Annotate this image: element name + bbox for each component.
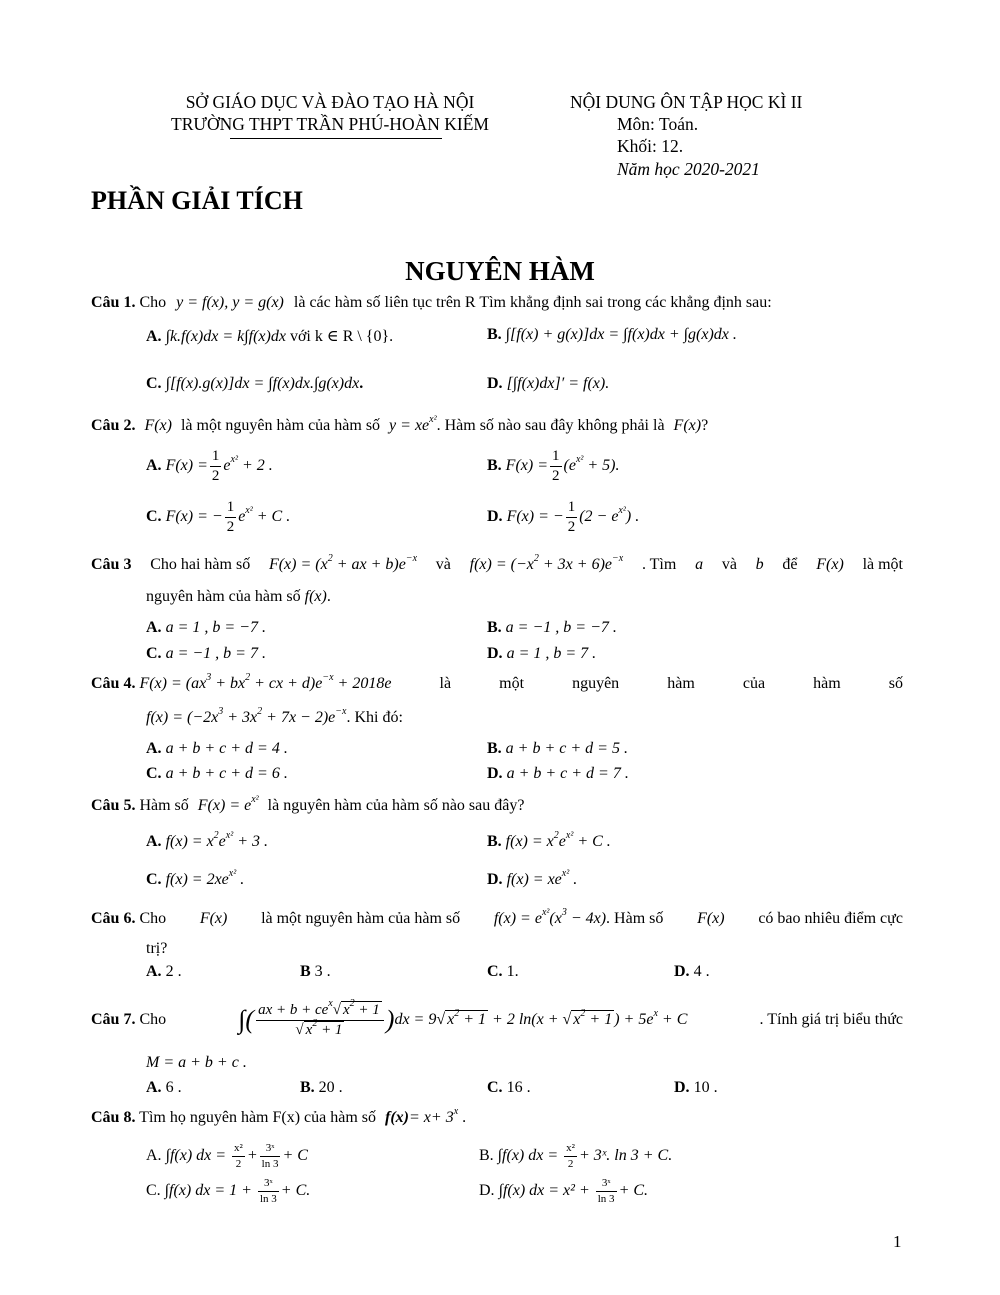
q2-option-a: A. F(x) = $\frac{1}{2}$ $e^{x^2} + 2$ .: [146, 448, 273, 484]
q5-option-a: A. $f(x) = x^2e^{x^2} + 3$ .: [146, 830, 269, 850]
q3-option-d: D. a = 1 , b = 7 .: [487, 645, 597, 662]
document-title: NỘI DUNG ÔN TẬP HỌC KÌ II: [570, 92, 803, 112]
question-5: Câu 5. Hàm số $F(x) = e^{x^2}$ là nguyên hàm của hàm số nào sau đây?: [91, 794, 525, 814]
q4-option-b: B. a + b + c + d = 5 .: [487, 740, 628, 757]
question-8: Câu 8. Tìm họ nguyên hàm F(x) của hàm số $f(x)= x+ 3^x$ .: [91, 1106, 467, 1126]
q7-option-c: C. 16 .: [487, 1079, 531, 1096]
question-6-line2: trị?: [146, 940, 168, 957]
q3-option-b: B. a = −1 , b = −7 .: [487, 619, 617, 636]
section-title: PHẦN GIẢI TÍCH: [91, 186, 303, 215]
q2-option-c: C. F(x) = − $\frac{1}{2}$ $e^{x^2} + C$ .: [146, 499, 291, 535]
q7-option-d: D. 10 .: [674, 1079, 718, 1096]
page-number: 1: [893, 1232, 902, 1251]
q4-option-c: C. a + b + c + d = 6 .: [146, 765, 288, 782]
question-2: Câu 2. F(x) là một nguyên hàm của hàm số $y = xe^{x^2}$. Hàm số nào sau đây không phải là F(x)?: [91, 414, 709, 434]
q7-option-a: A. 6 .: [146, 1079, 182, 1096]
q2-option-b: B. F(x) = $\frac{1}{2}$ $(e^{x^2} + 5)$.: [487, 448, 620, 484]
q8-option-d: D. ∫f(x) dx = x² + $\frac{\text{3ˣ}}{\ln 3}$ + C.: [479, 1177, 649, 1205]
q8-option-c: C. ∫f(x) dx = 1 + $\frac{\text{3ˣ}}{\ln 3}$ + C.: [146, 1177, 311, 1205]
question-4: Câu 4. $F(x) = (ax^3 + bx^2$ + cx + $d)e^{-x} + 2018e$ là một nguyên hàm của hàm số: [91, 672, 903, 692]
q7-option-b: B. 20 .: [300, 1079, 343, 1096]
q4-option-d: D. a + b + c + d = 7 .: [487, 765, 629, 782]
q5-option-b: B. $f(x) = x^2e^{x^2} + C$ .: [487, 830, 611, 850]
subject: Môn: Toán.: [617, 114, 699, 134]
question-6: Câu 6. Cho F(x) là một nguyên hàm của hàm số $f(x) = e^{x^2}(x^3 - 4x)$. Hàm số F(x) có bao nhiêu điểm cực: [91, 907, 903, 927]
q3-option-c: C. a = −1 , b = 7 .: [146, 645, 266, 662]
q6-option-b: B 3 .: [300, 963, 331, 980]
q8-option-a: A. ∫f(x) dx = $\frac{\text{x²}}{2}$ + $\frac{\text{3ˣ}}{\ln 3}$ + C: [146, 1142, 308, 1170]
question-4-line2: $f(x) = (-2x^3 + 3x^2 + 7x - 2)e^{-x}$. Khi đó:: [146, 706, 403, 726]
q1-option-a: A. ∫k.f(x)dx = k∫f(x)dx với k ∈ R \ {0}.: [146, 328, 394, 345]
q2-option-d: D. F(x) = − $\frac{1}{2}$ $(2 - e^{x^2})$ .: [487, 499, 640, 535]
question-label: Câu 1.: [91, 294, 136, 311]
question-1: Câu 1. Cho y = f(x), y = g(x) là các hàm số liên tục trên R Tìm khẳng định sai trong các khẳng định sau:: [91, 294, 772, 311]
q1-option-d: D. [∫f(x)dx]′ = f(x).: [487, 375, 610, 392]
q1-option-b: B. ∫[f(x) + g(x)]dx = ∫f(x)dx + ∫g(x)dx .: [487, 326, 737, 343]
q1-option-c: C. ∫[f(x).g(x)]dx = ∫f(x)dx.∫g(x)dx.: [146, 375, 364, 392]
main-title: NGUYÊN HÀM: [405, 256, 595, 286]
q5-option-c: C. $f(x) = 2xe^{x^2}$ .: [146, 868, 245, 888]
q6-option-a: A. 2 .: [146, 963, 182, 980]
question-3-line2: nguyên hàm của hàm số f(x).: [146, 588, 331, 605]
grade: Khối: 12.: [617, 136, 684, 156]
q6-option-c: C. 1.: [487, 963, 519, 980]
school-name: TRƯỜNG THPT TRẦN PHÚ-HOÀN KIẾM: [171, 114, 489, 134]
question-7: Câu 7. Cho ∫ ( $\frac{ax + b + ce^x√ x^2 + 1}{√ x^2 + 1}$ ) dx = 9√ $x^2 + 1 + 2$ ln(x + √ $x^2 + 1$ ) + $5e^x + C$ . Tính giá trị biểu thức: [91, 997, 903, 1038]
question-3: Câu 3 Cho hai hàm số $F(x) = (x^2$ + ax + $b)e^{-x}$ và $f(x) = (-x^2 + 3x + 6)e^{-x}$ . Tìm a và b để F(x) là một: [91, 553, 903, 573]
department-name: SỞ GIÁO DỤC VÀ ĐÀO TẠO HÀ NỘI: [185, 92, 475, 112]
q4-option-a: A. a + b + c + d = 4 .: [146, 740, 288, 757]
school-underline: [230, 138, 442, 139]
school-year: Năm học 2020-2021: [617, 159, 760, 179]
q3-option-a: A. a = 1 , b = −7 .: [146, 619, 266, 636]
q6-option-d: D. 4 .: [674, 963, 710, 980]
q8-option-b: B. ∫f(x) dx = $\frac{\text{x²}}{2}$ + 3ˣ. ln 3 + C.: [479, 1142, 673, 1170]
q5-option-d: D. $f(x) = xe^{x^2}$ .: [487, 868, 578, 888]
question-7-line2: M = a + b + c .: [146, 1054, 247, 1071]
